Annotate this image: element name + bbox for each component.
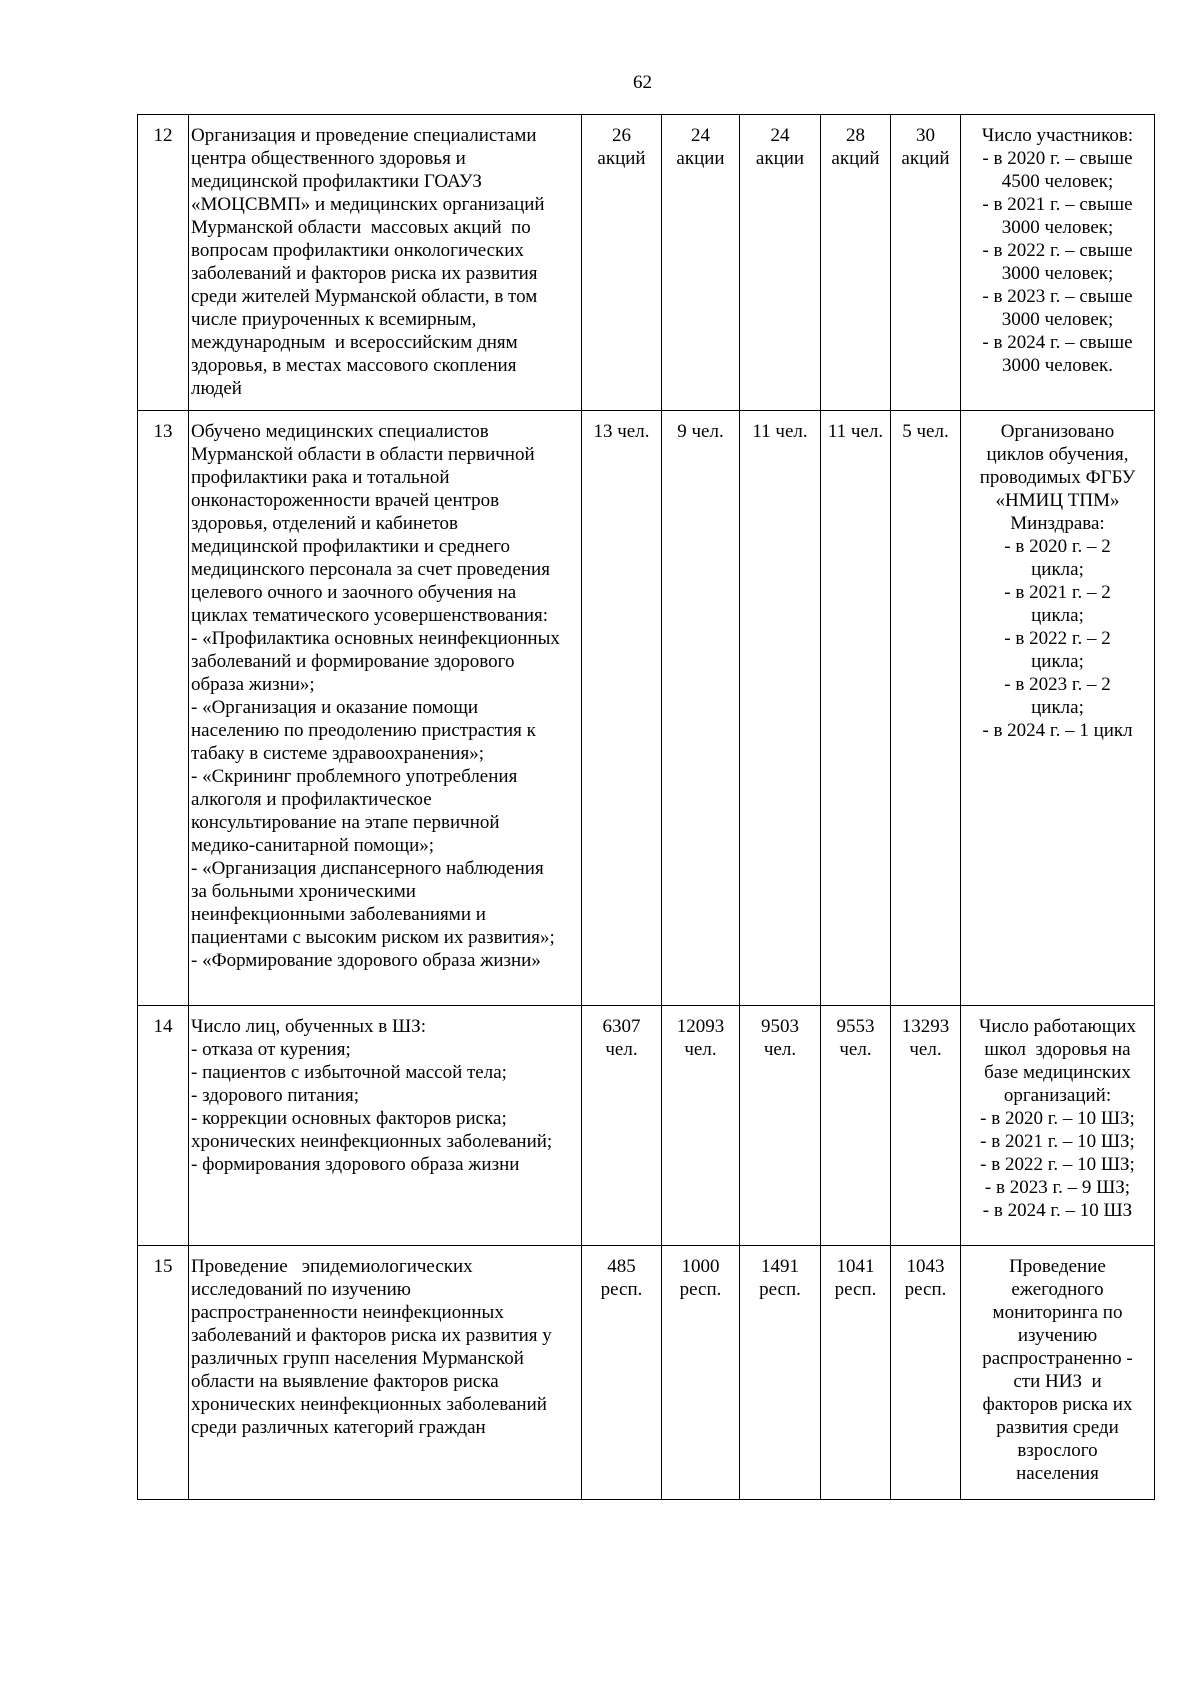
- description-line: - «Профилактика основных неинфекционных: [191, 628, 560, 649]
- value-line: чел.: [605, 1039, 638, 1060]
- year-value-2023: [821, 115, 891, 411]
- description-line: среди жителей Мурманской области, в том: [191, 286, 538, 307]
- table-row: [138, 1006, 1155, 1246]
- year-value-2021: [662, 1246, 740, 1500]
- year-value-2024: [891, 1006, 961, 1246]
- note-line: - в 2020 г. – свыше: [982, 148, 1133, 169]
- description-line: - «Организация диспансерного наблюдения: [191, 858, 544, 879]
- note-line: - в 2020 г. – 2: [1004, 536, 1111, 557]
- result-note: [961, 1246, 1155, 1500]
- description-line: здоровья, в местах массового скопления: [191, 355, 517, 376]
- description-line: различных групп населения Мурманской: [191, 1348, 524, 1369]
- description-line: алкоголя и профилактическое: [191, 789, 432, 810]
- value-line: респ.: [759, 1279, 801, 1300]
- note-line: населения: [1016, 1463, 1099, 1484]
- value-line: 24: [770, 125, 790, 146]
- row-number: 15: [138, 1246, 189, 1500]
- description-line: онконастороженности врачей центров: [191, 490, 500, 511]
- description-line: - коррекции основных факторов риска;: [191, 1108, 507, 1129]
- note-line: организаций:: [1003, 1085, 1112, 1106]
- year-value-2021: [662, 411, 740, 1006]
- table-row: [138, 1246, 1155, 1500]
- note-line: Организовано: [1000, 421, 1115, 442]
- value-line: чел.: [684, 1039, 717, 1060]
- note-line: 4500 человек;: [1001, 171, 1114, 192]
- description-line: образа жизни»;: [191, 674, 315, 695]
- program-table: [137, 114, 1155, 1500]
- activity-description: [189, 411, 582, 1006]
- note-line: цикла;: [1031, 559, 1084, 580]
- year-value-2022: [740, 1246, 821, 1500]
- note-line: цикла;: [1031, 697, 1084, 718]
- note-line: Число участников:: [981, 125, 1134, 146]
- year-value-2023: [821, 1246, 891, 1500]
- description-line: Мурманской области в области первичной: [191, 444, 535, 465]
- description-line: заболеваний и факторов риска их развития у: [191, 1325, 552, 1346]
- description-line: целевого очного и заочного обучения на: [191, 582, 517, 603]
- description-line: консультирование на этапе первичной: [191, 812, 500, 833]
- note-line: развития среди: [996, 1417, 1119, 1438]
- table-body: [138, 115, 1155, 1500]
- note-line: - в 2023 г. – 9 ШЗ;: [984, 1177, 1131, 1198]
- value-line: 1491: [761, 1256, 799, 1277]
- note-line: Проведение: [1009, 1256, 1106, 1277]
- value-line: акций: [901, 148, 950, 169]
- note-line: циклов обучения,: [986, 444, 1129, 465]
- description-line: циклах тематического усовершенствования:: [191, 605, 549, 626]
- note-line: - в 2020 г. – 10 ШЗ;: [980, 1108, 1135, 1129]
- value-line: 6307: [602, 1016, 641, 1037]
- note-line: мониторинга по: [992, 1302, 1123, 1323]
- note-line: базе медицинских: [984, 1062, 1131, 1083]
- value-line: респ.: [904, 1279, 947, 1300]
- note-line: изучению: [1017, 1325, 1098, 1346]
- description-line: среди различных категорий граждан: [191, 1417, 486, 1438]
- note-line: «НМИЦ ТПМ»: [995, 490, 1120, 511]
- description-line: медико-санитарной помощи»;: [191, 835, 435, 856]
- description-line: Обучено медицинских специалистов: [191, 421, 489, 442]
- note-line: - в 2024 г. – свыше: [982, 332, 1133, 353]
- note-line: школ здоровья на: [984, 1039, 1131, 1060]
- value-line: акции: [755, 148, 805, 169]
- note-line: - в 2022 г. – 10 ШЗ;: [980, 1154, 1135, 1175]
- description-line: числе приуроченных к всемирным,: [191, 309, 477, 330]
- note-line: факторов риска их: [982, 1394, 1133, 1415]
- note-line: 3000 человек;: [1001, 217, 1114, 238]
- table-row: [138, 115, 1155, 411]
- description-line: «МОЦСВМП» и медицинских организаций: [191, 194, 545, 215]
- description-line: - «Формирование здорового образа жизни»: [191, 950, 541, 971]
- note-line: Число работающих: [979, 1016, 1136, 1037]
- description-line: здоровья, отделений и кабинетов: [191, 513, 459, 534]
- note-line: - в 2023 г. – свыше: [982, 286, 1133, 307]
- value-line: 9 чел.: [677, 421, 724, 442]
- value-line: чел.: [763, 1039, 797, 1060]
- note-line: 3000 человек;: [1001, 263, 1114, 284]
- value-line: чел.: [839, 1039, 872, 1060]
- value-line: 30: [916, 125, 935, 146]
- description-line: - формирования здорового образа жизни: [191, 1154, 520, 1175]
- year-value-2020: [582, 1006, 662, 1246]
- note-line: 3000 человек.: [1002, 355, 1113, 376]
- description-line: населению по преодолению пристрастия к: [191, 720, 536, 741]
- note-line: - в 2024 г. – 1 цикл: [982, 720, 1133, 741]
- value-line: акции: [676, 148, 725, 169]
- note-line: - в 2021 г. – 10 ШЗ;: [980, 1131, 1135, 1152]
- value-line: 9503: [761, 1016, 799, 1037]
- description-line: неинфекционными заболеваниями и: [191, 904, 486, 925]
- note-line: проводимых ФГБУ: [979, 467, 1136, 488]
- note-line: цикла;: [1031, 651, 1084, 672]
- note-line: сти НИЗ и: [1013, 1371, 1102, 1392]
- note-line: ежегодного: [1011, 1279, 1104, 1300]
- result-note: [961, 1006, 1155, 1246]
- description-line: профилактики рака и тотальной: [191, 467, 450, 488]
- year-value-2024: [891, 411, 961, 1006]
- value-line: 12093: [676, 1016, 725, 1037]
- note-line: цикла;: [1031, 605, 1084, 626]
- row-number: 14: [138, 1006, 189, 1246]
- value-line: 485: [607, 1256, 636, 1277]
- note-line: - в 2022 г. – свыше: [982, 240, 1133, 261]
- value-line: 11 чел.: [827, 421, 884, 442]
- description-line: пациентами с высоким риском их развития»;: [191, 927, 555, 948]
- year-value-2020: [582, 115, 662, 411]
- year-value-2020: [582, 1246, 662, 1500]
- description-line: - «Скрининг проблемного употребления: [191, 766, 518, 787]
- value-line: акций: [831, 148, 880, 169]
- value-line: 1041: [836, 1256, 875, 1277]
- description-line: хронических неинфекционных заболеваний: [191, 1394, 547, 1415]
- description-line: Организация и проведение специалистами: [191, 125, 537, 146]
- description-line: медицинского персонала за счет проведения: [191, 559, 550, 580]
- activity-description: [189, 1006, 582, 1246]
- year-value-2022: [740, 1006, 821, 1246]
- note-line: Минздрава:: [1010, 513, 1105, 534]
- note-line: - в 2021 г. – свыше: [982, 194, 1133, 215]
- value-line: 26: [612, 125, 631, 146]
- value-line: 11 чел.: [752, 421, 808, 442]
- year-value-2023: [821, 1006, 891, 1246]
- description-line: Число лиц, обученных в ШЗ:: [191, 1016, 426, 1037]
- year-value-2022: [740, 411, 821, 1006]
- value-line: 13 чел.: [593, 421, 650, 442]
- result-note: [961, 411, 1155, 1006]
- page-number: 62: [633, 72, 652, 93]
- value-line: 24: [691, 125, 710, 146]
- note-line: - в 2023 г. – 2: [1004, 674, 1111, 695]
- value-line: 1000: [681, 1256, 720, 1277]
- row-number: 13: [138, 411, 189, 1006]
- note-line: - в 2022 г. – 2: [1004, 628, 1111, 649]
- description-line: заболеваний и факторов риска их развития: [191, 263, 538, 284]
- description-line: - «Организация и оказание помощи: [191, 697, 479, 718]
- value-line: акций: [597, 148, 646, 169]
- year-value-2023: [821, 411, 891, 1006]
- note-line: - в 2024 г. – 10 ШЗ: [982, 1200, 1133, 1221]
- year-value-2022: [740, 115, 821, 411]
- description-line: - пациентов с избыточной массой тела;: [191, 1062, 507, 1083]
- year-value-2024: [891, 1246, 961, 1500]
- description-line: распространенности неинфекционных: [191, 1302, 504, 1323]
- value-line: 5 чел.: [902, 421, 949, 442]
- value-line: 1043: [906, 1256, 945, 1277]
- description-line: исследований по изучению: [191, 1279, 411, 1300]
- value-line: респ.: [600, 1279, 643, 1300]
- note-line: распространенно -: [982, 1348, 1133, 1369]
- year-value-2021: [662, 1006, 740, 1246]
- description-line: Мурманской области массовых акций по: [191, 217, 531, 238]
- description-line: за больными хроническими: [191, 881, 416, 902]
- note-line: взрослого: [1017, 1440, 1098, 1461]
- description-line: хронических неинфекционных заболеваний;: [191, 1131, 553, 1152]
- value-line: 13293: [901, 1016, 950, 1037]
- description-line: центра общественного здоровья и: [191, 148, 466, 169]
- description-line: табаку в системе здравоохранения»;: [191, 743, 484, 764]
- activity-description: [189, 1246, 582, 1500]
- value-line: респ.: [679, 1279, 722, 1300]
- description-line: медицинской профилактики ГОАУЗ: [191, 171, 482, 192]
- year-value-2024: [891, 115, 961, 411]
- description-line: - здорового питания;: [191, 1085, 359, 1106]
- description-line: области на выявление факторов риска: [191, 1371, 499, 1392]
- activity-description: [189, 115, 582, 411]
- description-line: людей: [191, 378, 242, 399]
- note-line: 3000 человек;: [1001, 309, 1114, 330]
- description-line: международным и всероссийским дням: [191, 332, 518, 353]
- note-line: - в 2021 г. – 2: [1004, 582, 1111, 603]
- description-line: - отказа от курения;: [191, 1039, 351, 1060]
- year-value-2021: [662, 115, 740, 411]
- value-line: респ.: [834, 1279, 877, 1300]
- row-number: 12: [138, 115, 189, 411]
- result-note: [961, 115, 1155, 411]
- description-line: заболеваний и формирование здорового: [191, 651, 515, 672]
- year-value-2020: [582, 411, 662, 1006]
- value-line: 9553: [836, 1016, 875, 1037]
- table-row: [138, 411, 1155, 1006]
- description-line: Проведение эпидемиологических: [191, 1256, 473, 1277]
- value-line: чел.: [909, 1039, 942, 1060]
- description-line: медицинской профилактики и среднего: [191, 536, 510, 557]
- description-line: вопросам профилактики онкологических: [191, 240, 524, 261]
- value-line: 28: [846, 125, 865, 146]
